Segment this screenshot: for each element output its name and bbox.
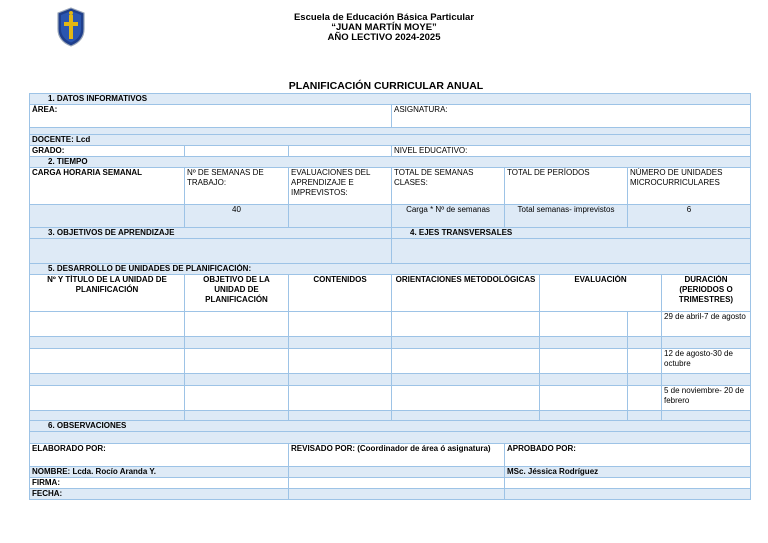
time-header-carga: CARGA HORARIA SEMANAL (30, 168, 185, 205)
units-header-evaluacion: EVALUACIÓN (540, 275, 662, 312)
units-header-orientaciones: ORIENTACIONES METODOLÓGICAS (392, 275, 540, 312)
time-header-total-periodos: TOTAL DE PERÍODOS (505, 168, 628, 205)
unit-cell[interactable] (289, 349, 392, 374)
elaborado-por-label: ELABORADO POR: (30, 444, 289, 467)
school-year: AÑO LECTIVO 2024-2025 (327, 32, 441, 43)
firma-aprobado[interactable] (505, 478, 751, 489)
time-header-total-semanas: TOTAL DE SEMANAS CLASES: (392, 168, 505, 205)
asignatura-field[interactable]: ASIGNATURA: (392, 105, 751, 128)
unit-cell[interactable] (30, 349, 185, 374)
unit-row (30, 349, 751, 374)
docente-field[interactable]: DOCENTE: Lcd (30, 135, 751, 146)
ejes-field[interactable] (392, 239, 751, 264)
school-name: Escuela de Educación Básica Particular (293, 12, 475, 23)
nombre-aprobado[interactable]: MSc. Jéssica Rodríguez (505, 467, 751, 478)
unit-cell[interactable] (540, 386, 628, 411)
unit-cell[interactable] (392, 312, 540, 337)
fecha-aprobado[interactable] (505, 489, 751, 500)
unit-duration[interactable]: 29 de abril-7 de agosto (662, 312, 751, 337)
time-value-unidades[interactable]: 6 (628, 205, 751, 228)
unit-cell[interactable] (30, 312, 185, 337)
unit-cell[interactable] (628, 386, 662, 411)
section-6-title: 6. OBSERVACIONES (30, 421, 751, 432)
section-4-title: 4. EJES TRANSVERSALES (392, 228, 751, 239)
unit-cell[interactable] (540, 312, 628, 337)
unit-cell[interactable] (289, 386, 392, 411)
time-header-evaluaciones: EVALUACIONES DEL APRENDIZAJE E IMPREVISTOS: (289, 168, 392, 205)
units-header-objetivo: OBJETIVO DE LA UNIDAD DE PLANIFICACIÓN (185, 275, 289, 312)
unit-row (30, 386, 751, 411)
time-value-total-semanas[interactable]: Carga * Nº de semanas (392, 205, 505, 228)
observaciones-field[interactable] (30, 432, 751, 444)
unit-cell[interactable] (185, 349, 289, 374)
school-crest-logo (56, 7, 86, 47)
section-2-title: 2. TIEMPO (30, 157, 751, 168)
unit-row (30, 312, 751, 337)
units-header-contenidos: CONTENIDOS (289, 275, 392, 312)
revisado-por-label: REVISADO POR: (Coordinador de área ó asignatura) (289, 444, 505, 467)
unit-cell[interactable] (540, 349, 628, 374)
time-value-semanas[interactable]: 40 (185, 205, 289, 228)
unit-cell[interactable] (628, 349, 662, 374)
time-value-evaluaciones[interactable] (289, 205, 392, 228)
unit-cell[interactable] (185, 386, 289, 411)
unit-cell[interactable] (628, 312, 662, 337)
firma-label[interactable]: FIRMA: (30, 478, 289, 489)
section-5-title: 5. DESARROLLO DE UNIDADES DE PLANIFICACIÓN: (30, 264, 751, 275)
planning-table (29, 93, 751, 500)
unit-spacer-row (30, 374, 751, 386)
time-header-unidades: NÚMERO DE UNIDADES MICROCURRICULARES (628, 168, 751, 205)
section-1-title: 1. DATOS INFORMATIVOS (30, 94, 751, 105)
unit-cell[interactable] (185, 312, 289, 337)
unit-duration[interactable]: 12 de agosto-30 de octubre (662, 349, 751, 374)
grado-value-1[interactable] (185, 146, 289, 157)
unit-spacer-row (30, 337, 751, 349)
unit-cell[interactable] (392, 386, 540, 411)
time-header-semanas: Nº DE SEMANAS DE TRABAJO: (185, 168, 289, 205)
aprobado-por-label: APROBADO POR: (505, 444, 751, 467)
units-header-titulo: Nº Y TÍTULO DE LA UNIDAD DE PLANIFICACIÓN (30, 275, 185, 312)
unit-spacer-row (30, 411, 751, 421)
fecha-revisado[interactable] (289, 489, 505, 500)
unit-cell[interactable] (289, 312, 392, 337)
nivel-educativo-field[interactable]: NIVEL EDUCATIVO: (392, 146, 751, 157)
school-header (250, 13, 518, 43)
unit-duration[interactable]: 5 de noviembre- 20 de febrero (662, 386, 751, 411)
grado-value-2[interactable] (289, 146, 392, 157)
document-title: PLANIFICACIÓN CURRICULAR ANUAL (288, 80, 484, 92)
firma-revisado[interactable] (289, 478, 505, 489)
time-value-total-periodos[interactable]: Total semanas- imprevistos (505, 205, 628, 228)
school-motto: “JUAN MARTÍN MOYE” (331, 22, 437, 33)
units-header-duracion: DURACIÓN (PERIODOS O TRIMESTRES) (662, 275, 751, 312)
fecha-label[interactable]: FECHA: (30, 489, 289, 500)
unit-cell[interactable] (30, 386, 185, 411)
nombre-elaborado[interactable]: NOMBRE: Lcda. Rocío Aranda Y. (30, 467, 289, 478)
objetivos-field[interactable] (30, 239, 392, 264)
area-field[interactable]: ÁREA: (30, 105, 392, 128)
nombre-revisado[interactable] (289, 467, 505, 478)
section-3-title: 3. OBJETIVOS DE APRENDIZAJE (30, 228, 392, 239)
unit-cell[interactable] (392, 349, 540, 374)
spacer-row (30, 128, 751, 135)
grado-field[interactable]: GRADO: (30, 146, 185, 157)
time-value-carga[interactable] (30, 205, 185, 228)
